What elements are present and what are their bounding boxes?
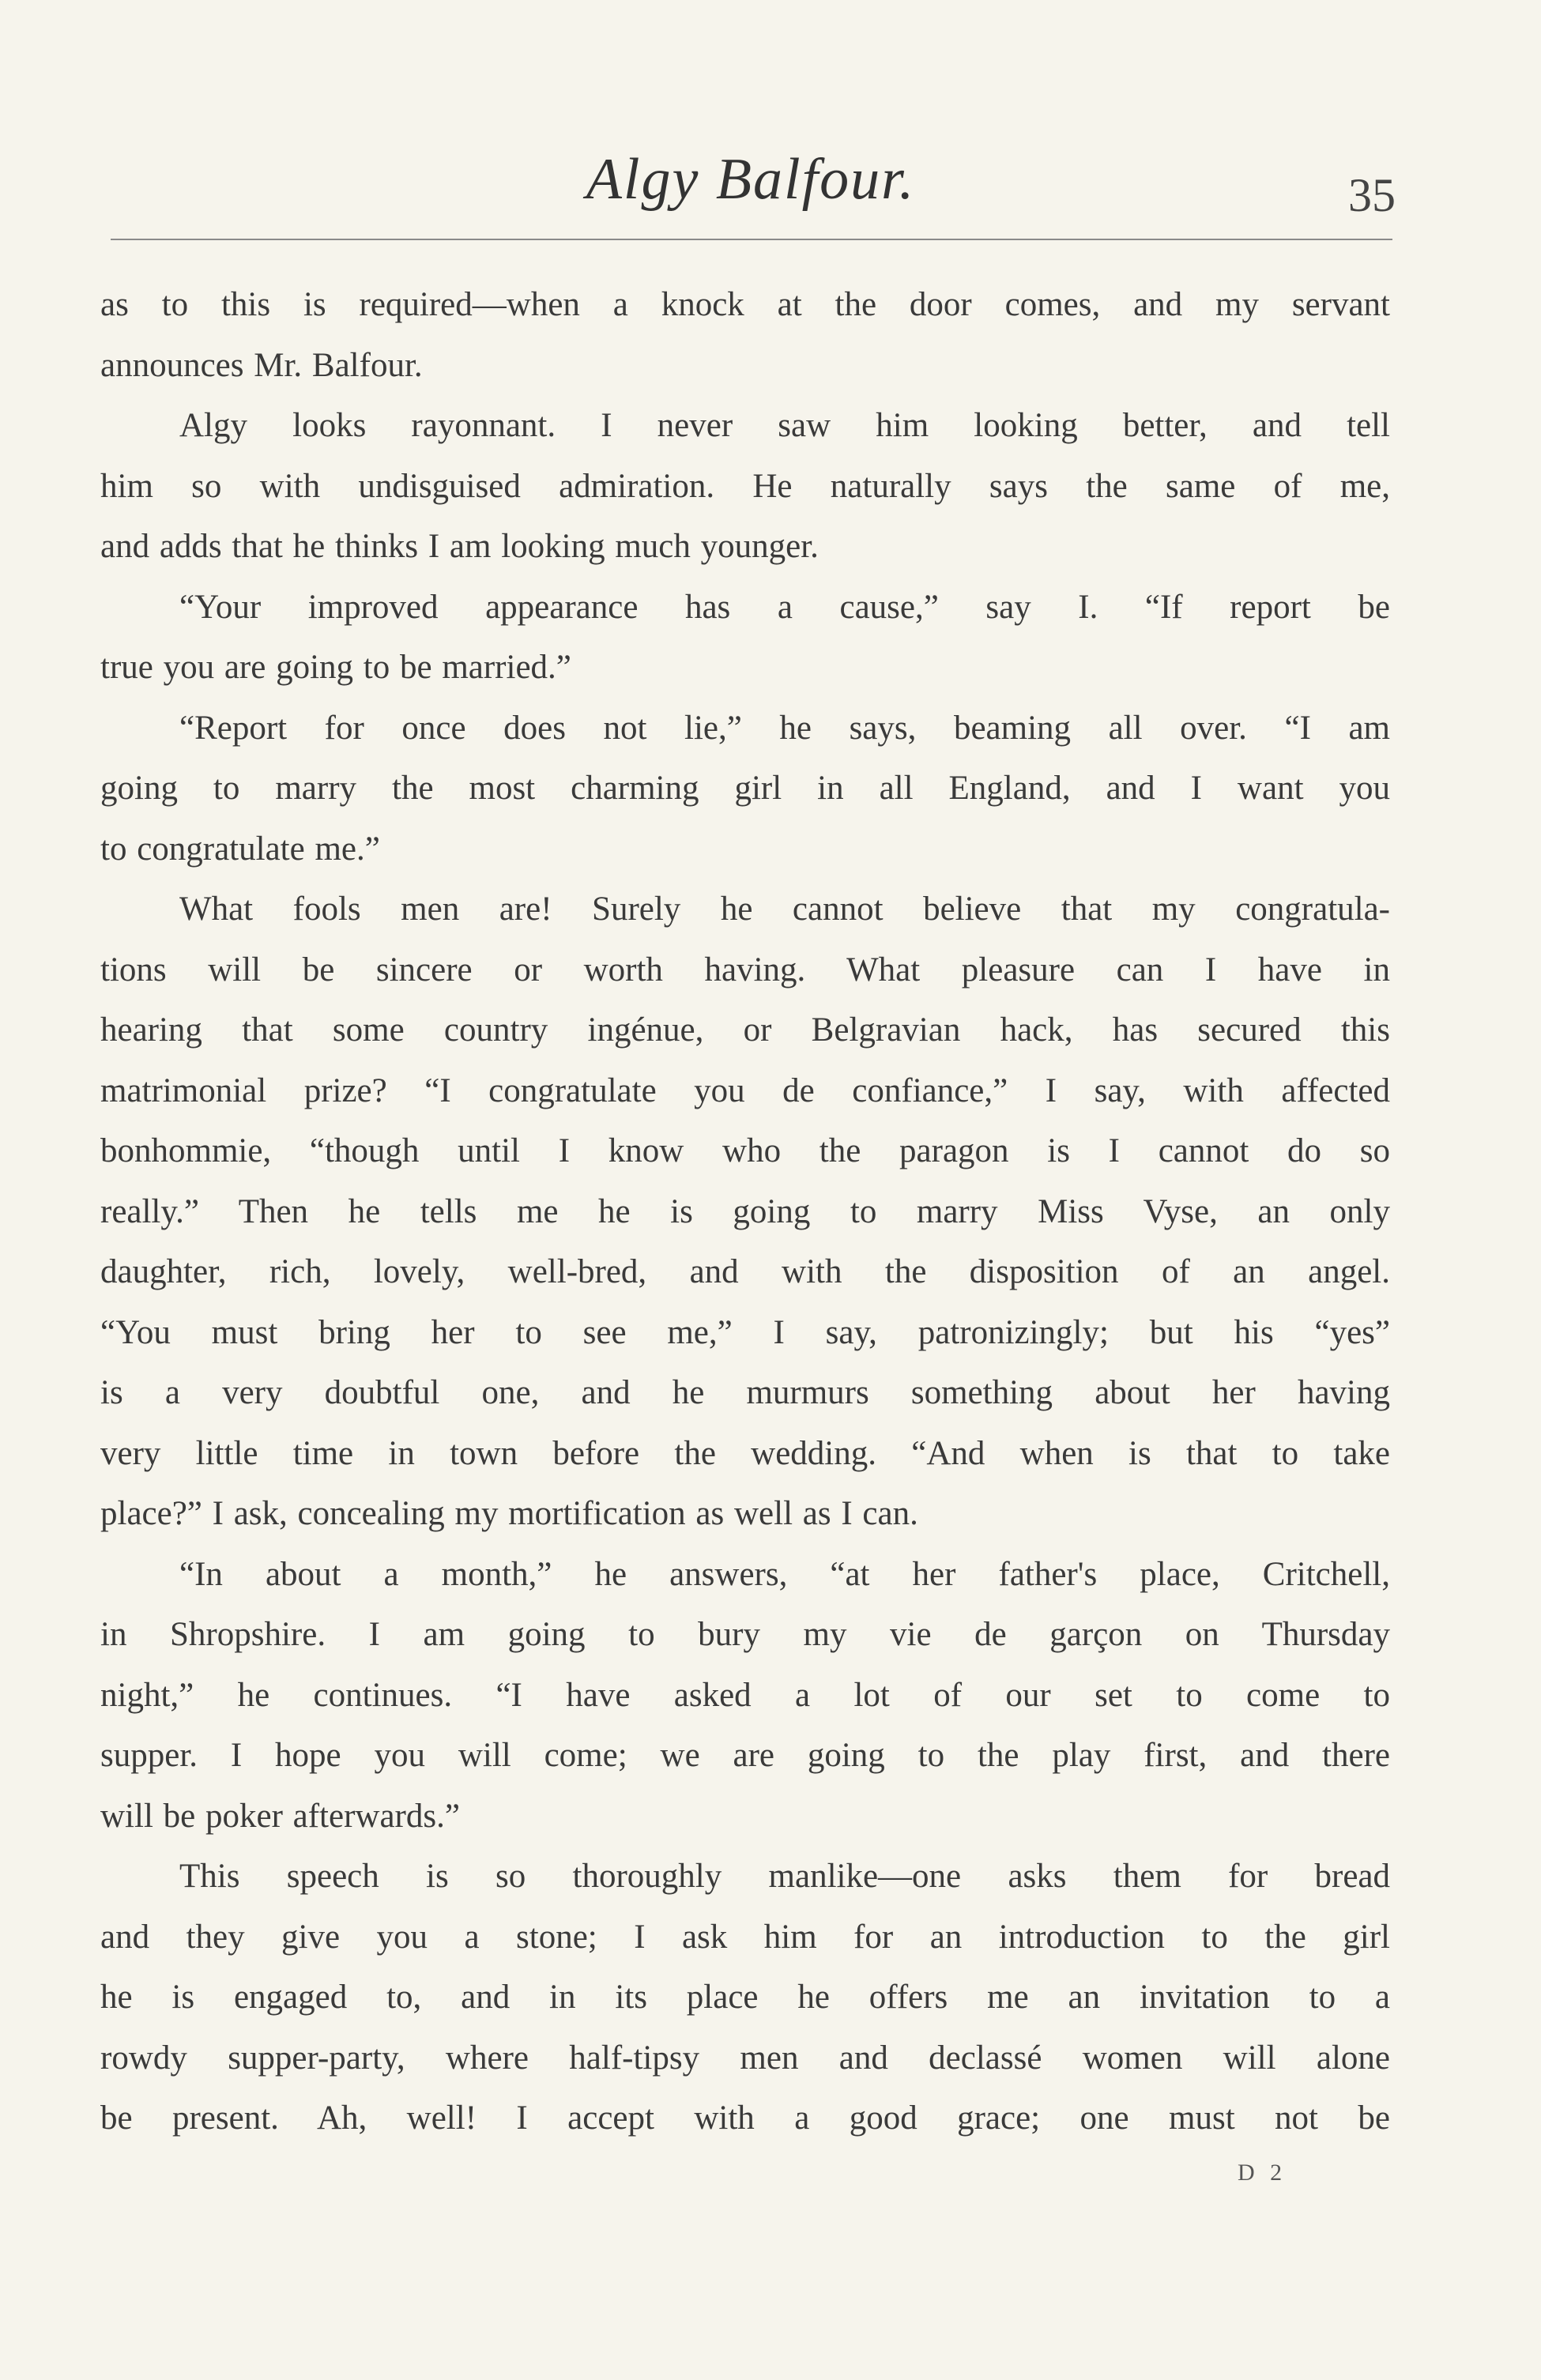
text-line: supper. I hope you will come; we are going to the play first, and there xyxy=(100,1737,1390,1774)
text-line: be present. Ah, well! I accept with a good grace; one must not be xyxy=(100,2099,1390,2137)
text-line: tions will be sincere or worth having. What pleasure can I have in xyxy=(100,951,1390,989)
running-head xyxy=(106,146,1396,233)
signature-mark: D 2 xyxy=(1238,2160,1287,2186)
text-line: him so with undisguised admiration. He naturally says the same of me, xyxy=(100,467,1390,505)
page-number: 35 xyxy=(1348,169,1396,221)
text-line: This speech is so thoroughly manlike—one asks them for bread xyxy=(179,1858,1390,1895)
text-line: night,” he continues. “I have asked a lot of our set to come to xyxy=(100,1676,1390,1714)
text-line: rowdy supper-party, where half-tipsy men and declassé women will alone xyxy=(100,2039,1390,2077)
text-line: “You must bring her to see me,” I say, patronizingly; but his “yes” xyxy=(100,1313,1390,1351)
text-line: really.” Then he tells me he is going to marry Miss Vyse, an only xyxy=(100,1192,1390,1230)
text-line: bonhommie, “though until I know who the paragon is I cannot do so xyxy=(100,1132,1390,1169)
text-line: announces Mr. Balfour. xyxy=(100,346,423,384)
running-title: Algy Balfour. xyxy=(586,147,916,212)
text-line: he is engaged to, and in its place he offers me an invitation to a xyxy=(100,1979,1390,2016)
text-line: daughter, rich, lovely, well-bred, and with the disposition of an angel. xyxy=(100,1253,1390,1290)
text-line: “In about a month,” he answers, “at her father's place, Critchell, xyxy=(179,1555,1390,1593)
text-line: true you are going to be married.” xyxy=(100,649,571,686)
text-line: is a very doubtful one, and he murmurs something about her having xyxy=(100,1374,1390,1411)
text-line: very little time in town before the wedding. “And when is that to take xyxy=(100,1434,1390,1472)
text-line: What fools men are! Surely he cannot believe that my congratula- xyxy=(179,891,1390,928)
text-line: to congratulate me.” xyxy=(100,830,380,868)
text-line: place?” I ask, concealing my mortification as well as I can. xyxy=(100,1495,918,1532)
text-line: Algy looks rayonnant. I never saw him looking better, and tell xyxy=(179,407,1390,444)
text-line: in Shropshire. I am going to bury my vie de garçon on Thursday xyxy=(100,1616,1390,1653)
text-line: and adds that he thinks I am looking much younger. xyxy=(100,528,819,565)
text-line: going to marry the most charming girl in all England, and I want you xyxy=(100,770,1390,807)
text-line: will be poker afterwards.” xyxy=(100,1797,460,1835)
text-line: “Your improved appearance has a cause,” say I. “If report be xyxy=(179,588,1390,626)
text-line: hearing that some country ingénue, or Belgravian hack, has secured this xyxy=(100,1011,1390,1049)
text-line: as to this is required—when a knock at the door comes, and my servant xyxy=(100,286,1390,323)
text-line: matrimonial prize? “I congratulate you de confiance,” I say, with affected xyxy=(100,1071,1390,1109)
body-text xyxy=(100,275,1390,2149)
text-line: “Report for once does not lie,” he says, beaming all over. “I am xyxy=(179,709,1390,747)
header-rule xyxy=(111,239,1392,240)
text-line: and they give you a stone; I ask him for an introduction to the girl xyxy=(100,1918,1390,1956)
